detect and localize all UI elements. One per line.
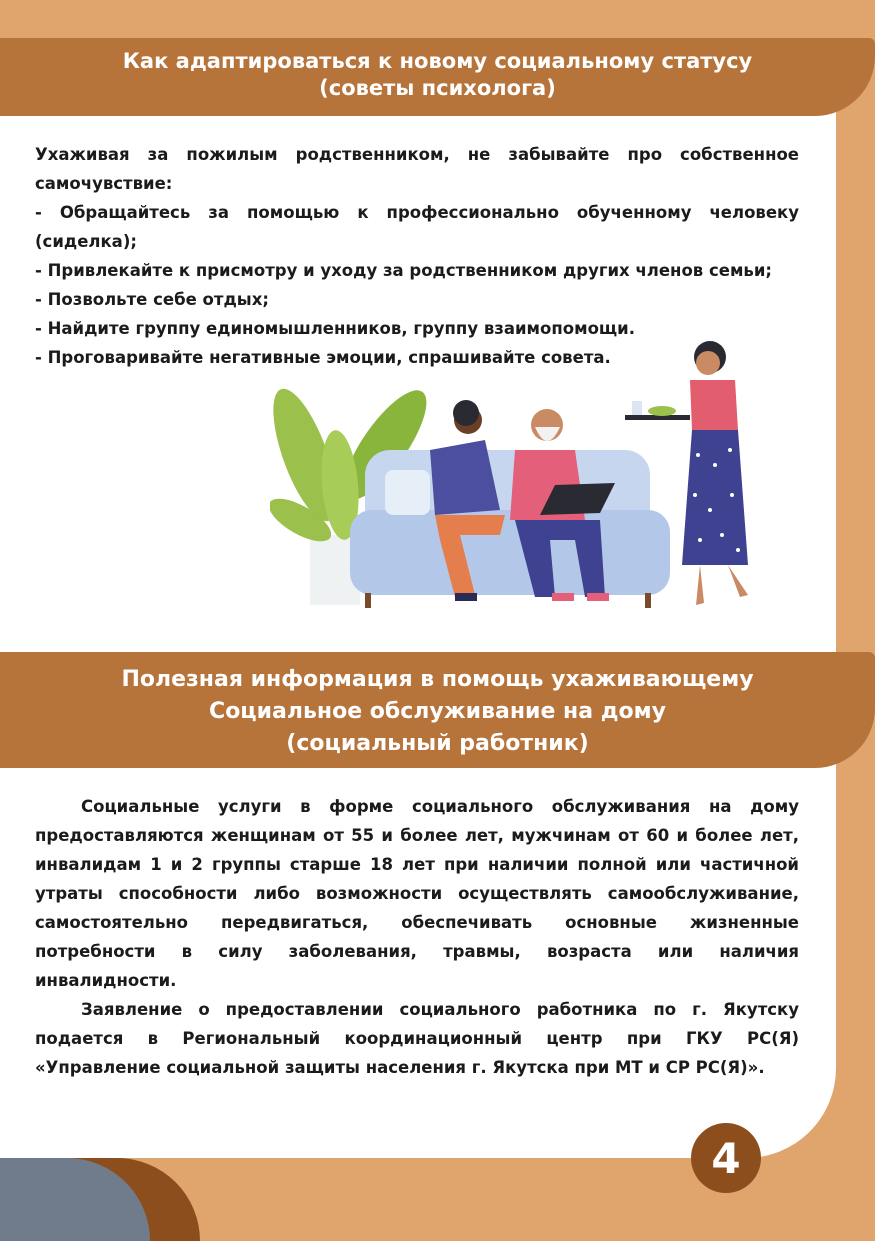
- list-item: - Найдите группу единомышленников, группу взаимопомощи.: [35, 319, 636, 338]
- section2-subtitle: Социальное обслуживание на дому: [209, 699, 666, 724]
- section1-intro: Ухаживая за пожилым родственником, не забывайте про собственное самочувствие:: [35, 145, 799, 193]
- section2-subtitle-note: (социальный работник): [286, 731, 589, 756]
- section2-body: [35, 792, 799, 1082]
- section2-title: Полезная информация в помощь ухаживающему: [121, 667, 754, 692]
- section1-subtitle: (советы психолога): [319, 76, 556, 100]
- section2-paragraph: Социальные услуги в форме социального обслуживания на дому предоставляются женщинам от 55 и более лет, мужчинам от 60 и более лет, инвалидам 1 и 2 группы старше 18 лет при наличии полной или частичной утраты способности либо возможности осуществлять самообслуживание, самостоятельно передвигаться, обеспечивать основные жизненные потребности в силу заболевания, травмы, возраста или наличия инвалидности.: [35, 797, 799, 990]
- section1-title-banner: [0, 38, 875, 116]
- page-number: 4: [691, 1123, 761, 1193]
- list-item: - Обращайтесь за помощью к профессионально обученному человеку (сиделка);: [35, 203, 799, 251]
- list-item: - Проговаривайте негативные эмоции, спрашивайте совета.: [35, 348, 611, 367]
- caregivers-illustration: [270, 335, 770, 610]
- list-item: - Позвольте себе отдых;: [35, 290, 269, 309]
- section1-title: Как адаптироваться к новому социальному статусу: [122, 49, 753, 73]
- section2-paragraph: Заявление о предоставлении социального работника по г. Якутску подается в Региональный координационный центр при ГКУ РС(Я) «Управление социальной защиты населения г. Якутска при МТ и СР РС(Я)».: [35, 1000, 799, 1077]
- sofa-illustration: [350, 450, 670, 608]
- section2-title-banner: [0, 652, 875, 768]
- list-item: - Привлекайте к присмотру и уходу за родственником других членов семьи;: [35, 261, 773, 280]
